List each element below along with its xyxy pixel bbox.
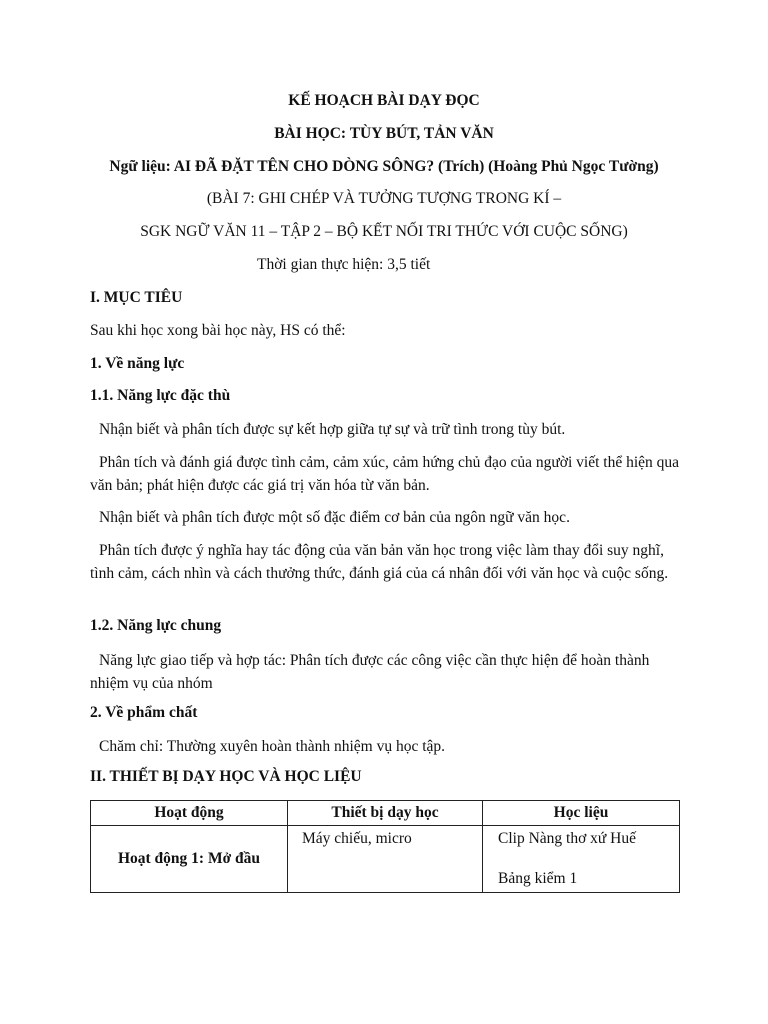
table-cell-materials bbox=[483, 826, 680, 893]
equipment-table bbox=[90, 800, 680, 893]
subheading-competence: 1. Về năng lực bbox=[90, 355, 185, 372]
duration: Thời gian thực hiện: 3,5 tiết bbox=[257, 256, 431, 273]
table-header-row bbox=[91, 801, 680, 826]
section-heading-objectives: I. MỤC TIÊU bbox=[90, 289, 183, 306]
specific-competence-item: Phân tích được ý nghĩa hay tác động của văn bản văn học trong việc làm thay đổi suy nghĩ, tình cảm, cách nhìn và cách thưởng thức, đánh giá của cá nhân đối với văn học và cuộc sống. bbox=[90, 542, 669, 582]
specific-competence-item: Nhận biết và phân tích được sự kết hợp giữa tự sự và trữ tình trong tùy bút. bbox=[99, 421, 566, 438]
material-title: Ngữ liệu: AI ĐÃ ĐẶT TÊN CHO DÒNG SÔNG? (Trích) (Hoàng Phủ Ngọc Tường) bbox=[109, 158, 659, 175]
table-header-equipment: Thiết bị dạy học bbox=[288, 801, 483, 826]
document-title: KẾ HOẠCH BÀI DẠY ĐỌC bbox=[288, 92, 480, 109]
specific-competence-item: Nhận biết và phân tích được một số đặc điểm cơ bản của ngôn ngữ văn học. bbox=[99, 509, 570, 526]
material-spacer bbox=[498, 848, 679, 870]
table-header-activity: Hoạt động bbox=[91, 801, 288, 826]
quality-item: Chăm chỉ: Thường xuyên hoàn thành nhiệm vụ học tập. bbox=[99, 738, 446, 755]
material-item: Bảng kiểm 1 bbox=[498, 870, 578, 887]
subheading-general-competence: 1.2. Năng lực chung bbox=[90, 617, 222, 634]
table-cell-equipment: Máy chiếu, micro bbox=[288, 826, 483, 893]
specific-competence-item: Phân tích và đánh giá được tình cảm, cảm xúc, cảm hứng chủ đạo của người viết thể hiện qua văn bản; phát hiện được các giá trị văn hóa từ văn bản. bbox=[90, 454, 680, 494]
lesson-title: BÀI HỌC: TÙY BÚT, TẢN VĂN bbox=[274, 125, 494, 142]
subheading-specific-competence: 1.1. Năng lực đặc thù bbox=[90, 387, 231, 404]
subheading-quality: 2. Về phẩm chất bbox=[90, 704, 198, 721]
general-competence-item: Năng lực giao tiếp và hợp tác: Phân tích được các công việc cần thực hiện để hoàn thành nhiệm vụ của nhóm bbox=[90, 652, 650, 692]
table-row bbox=[91, 826, 680, 893]
table-cell-activity: Hoạt động 1: Mở đầu bbox=[91, 826, 288, 893]
material-item: Clip Nàng thơ xứ Huế bbox=[498, 830, 637, 847]
objectives-intro: Sau khi học xong bài học này, HS có thể: bbox=[90, 322, 346, 339]
table-header-materials: Học liệu bbox=[483, 801, 680, 826]
unit-line-2: SGK NGỮ VĂN 11 – TẬP 2 – BỘ KẾT NỐI TRI THỨC VỚI CUỘC SỐNG) bbox=[140, 223, 628, 240]
unit-line-1: (BÀI 7: GHI CHÉP VÀ TƯỞNG TƯỢNG TRONG KÍ – bbox=[206, 190, 562, 207]
section-heading-equipment: II. THIẾT BỊ DẠY HỌC VÀ HỌC LIỆU bbox=[90, 768, 362, 785]
